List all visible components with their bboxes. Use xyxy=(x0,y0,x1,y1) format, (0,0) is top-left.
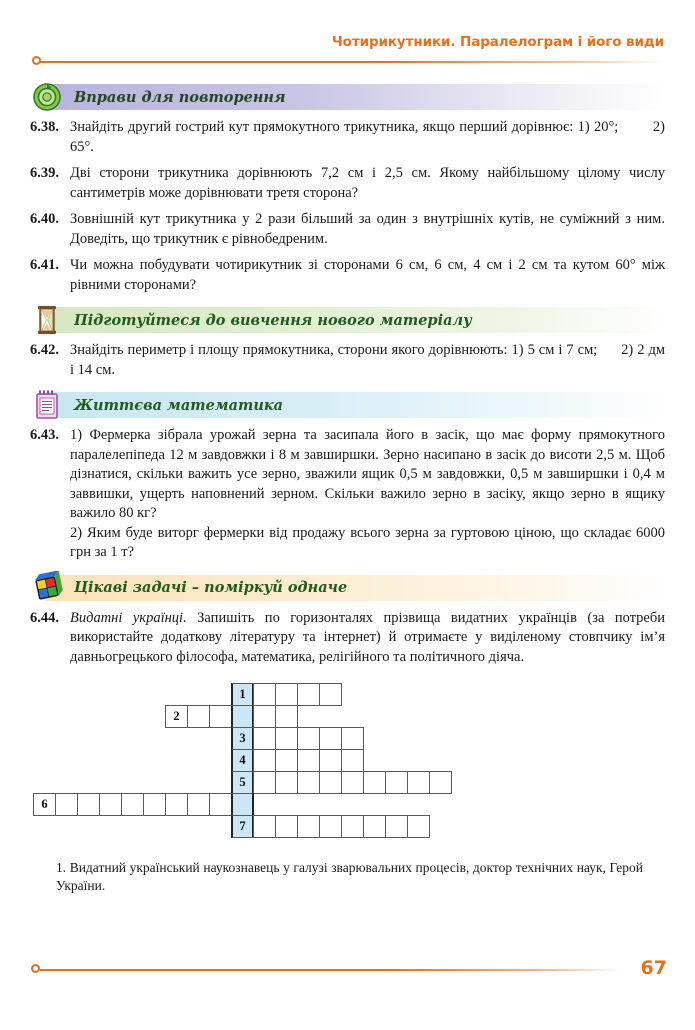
exercise-text xyxy=(70,609,665,668)
exercise-6-43 xyxy=(28,426,667,563)
exercise-text xyxy=(70,164,665,203)
crossword-cell[interactable] xyxy=(165,793,188,816)
crossword-row xyxy=(33,793,254,816)
crossword-cell-highlighted[interactable]: 3 xyxy=(231,727,254,750)
rubiks-cube-icon xyxy=(30,571,64,605)
crossword-cell[interactable] xyxy=(341,815,364,838)
crossword-cell[interactable] xyxy=(319,749,342,772)
crossword-cell[interactable] xyxy=(385,815,408,838)
exercise-text xyxy=(70,426,665,563)
section-title-interesting: Цікаві задачі – поміркуй одначе xyxy=(74,579,348,596)
crossword-cell[interactable] xyxy=(363,771,386,794)
exercise-number: 6.38. xyxy=(30,119,59,135)
section-banner-prepare xyxy=(28,305,667,335)
exercise-number: 6.40. xyxy=(30,211,59,227)
crossword-cell[interactable] xyxy=(297,815,320,838)
crossword-cell[interactable] xyxy=(99,793,122,816)
page-number: 67 xyxy=(640,957,667,979)
exercise-6-44 xyxy=(28,609,667,668)
crossword-cell[interactable] xyxy=(253,683,276,706)
crossword-cell[interactable] xyxy=(341,771,364,794)
crossword-cell[interactable] xyxy=(121,793,144,816)
crossword-cell[interactable] xyxy=(187,705,210,728)
crossword-cell[interactable] xyxy=(253,815,276,838)
crossword-cell[interactable] xyxy=(275,749,298,772)
exercise-line: Дві сторони трикутника дорівнюють 7,2 см і 2,5 см. Якому найбільшому цілому числу сантиметрів може дорівнювати третя сторона? xyxy=(70,165,665,201)
running-head: Чотирикутники. Паралелограм і його види xyxy=(331,34,664,50)
crossword-cell[interactable] xyxy=(407,815,430,838)
crossword-cell-highlighted[interactable]: 1 xyxy=(231,683,254,706)
section-banner-review xyxy=(28,82,667,112)
footer-rule-line xyxy=(40,969,621,971)
crossword-cell-highlighted[interactable] xyxy=(231,793,254,816)
exercise-text xyxy=(70,118,665,157)
crossword-cell[interactable] xyxy=(297,727,320,750)
exercise-number: 6.39. xyxy=(30,165,59,181)
exercise-line: Знайдіть периметр і площу прямокутника, сторони якого дорівнюють: 1) 5 см і 7 см; 2) 2 дм і 14 см. xyxy=(70,342,665,378)
crossword-cell[interactable] xyxy=(143,793,166,816)
crossword-cell[interactable] xyxy=(253,749,276,772)
exercise-number: 6.44. xyxy=(30,609,59,626)
crossword-row xyxy=(231,771,452,794)
crossword-row xyxy=(231,683,342,706)
hourglass-icon xyxy=(30,303,64,337)
section-banner-interesting xyxy=(28,573,667,603)
exercise-line: Чи можна побудувати чотирикутник зі сторонами 6 см, 6 см, 4 см і 2 см та кутом 60° між рівними сторонами? xyxy=(70,257,665,293)
crossword-cell[interactable] xyxy=(253,771,276,794)
crossword-cell[interactable] xyxy=(253,705,276,728)
crossword-cell[interactable] xyxy=(429,771,452,794)
crossword-cell[interactable] xyxy=(385,771,408,794)
section-title-life-math: Життєва математика xyxy=(74,396,284,414)
crossword-cell[interactable] xyxy=(297,771,320,794)
crossword-cell[interactable] xyxy=(407,771,430,794)
crossword-cell[interactable]: 6 xyxy=(33,793,56,816)
exercise-line: Знайдіть другий гострий кут прямокутного трикутника, якщо перший дорівнює: 1) 20°; 2) 65°. xyxy=(70,119,665,155)
crossword-cell[interactable] xyxy=(319,815,342,838)
crossword-cell-highlighted[interactable]: 7 xyxy=(231,815,254,838)
crossword-cell[interactable] xyxy=(77,793,100,816)
crossword-cell[interactable] xyxy=(341,727,364,750)
section-title-prepare: Підготуйтеся до вивчення нового матеріалу xyxy=(74,311,472,329)
crossword-clue-1: 1. Видатний український наукознавець у галузі зварювальних процесів, доктор технічних наук, Герой України. xyxy=(56,860,643,893)
crossword-row xyxy=(231,727,364,750)
exercise-6-38 xyxy=(28,118,667,157)
exercise-6-42 xyxy=(28,341,667,380)
crossword-cell[interactable] xyxy=(297,683,320,706)
crossword-cell[interactable] xyxy=(363,815,386,838)
exercise-number: 6.42. xyxy=(30,342,59,358)
crossword-cell[interactable] xyxy=(319,683,342,706)
footer-rule-dot xyxy=(31,964,40,973)
header-rule-line xyxy=(40,61,667,63)
exercise-line xyxy=(70,609,665,668)
exercise-6-40 xyxy=(28,210,667,249)
notepad-icon xyxy=(30,388,64,422)
exercise-6-39 xyxy=(28,164,667,203)
exercise-line-rest: Запишіть по горизонталях прізвища видатних українців (за потреби використайте додаткову літературу та інтернет) й отримаєте у виділеному стовпчику ім’я давньогрецького філософа, математика, релігійного та політичного діяча. xyxy=(70,609,666,665)
exercise-text xyxy=(70,341,665,380)
crossword-cell[interactable] xyxy=(187,793,210,816)
crossword-cell[interactable]: 2 xyxy=(165,705,188,728)
crossword-cell[interactable] xyxy=(275,815,298,838)
crossword-cell[interactable] xyxy=(319,771,342,794)
section-title-review: Вправи для повторення xyxy=(74,88,286,106)
crossword-cell[interactable] xyxy=(275,771,298,794)
crossword-cell[interactable] xyxy=(55,793,78,816)
exercise-text xyxy=(70,256,665,295)
crossword-cell[interactable] xyxy=(297,749,320,772)
exercise-line: 1) Фермерка зібрала урожай зерна та засипала його в засік, що має форму прямокутного паралелепіпеда 12 м завдовжки і 8 м завширшки. Зерно насипано в засік до висоти 2,5 м. Щоб дізнатися, скільки важить усе зерно, зважили ящик 0,5 м завдовжки, 0,5 м завширшки і 0,4 м заввишки, ущерть наповнений зерном. Скільки важило зерно в засіку, якщо зерно в ящику важило 80 кг? xyxy=(70,427,665,521)
exercise-italic-lead: Видатні українці. xyxy=(70,609,187,626)
crossword-cell[interactable] xyxy=(209,793,232,816)
section-banner-life-math xyxy=(28,390,667,420)
crossword-row xyxy=(231,815,430,838)
crossword-cell[interactable] xyxy=(275,683,298,706)
exercise-number: 6.41. xyxy=(30,257,59,273)
crossword-cell[interactable] xyxy=(341,749,364,772)
crossword-row xyxy=(231,749,364,772)
crossword-cell[interactable] xyxy=(275,705,298,728)
crossword-row xyxy=(165,705,298,728)
exercise-line: Зовнішній кут трикутника у 2 рази більший за один з внутрішніх кутів, не суміжний з ним. Доведіть, що трикутник є рівнобедреним. xyxy=(70,211,665,247)
exercise-6-41 xyxy=(28,256,667,295)
exercise-line: 2) Яким буде виторг фермерки від продажу всього зерна за гуртовою ціною, що складає 6000 грн за 1 т? xyxy=(70,524,665,560)
recycle-circle-icon xyxy=(30,80,64,114)
crossword-cell[interactable] xyxy=(209,705,232,728)
crossword-cell[interactable] xyxy=(253,727,276,750)
exercise-number: 6.43. xyxy=(30,427,59,443)
crossword-cell-highlighted[interactable] xyxy=(231,705,254,728)
exercise-text xyxy=(70,210,665,249)
crossword-grid[interactable] xyxy=(28,683,667,849)
crossword-cell[interactable] xyxy=(319,727,342,750)
header-rule xyxy=(28,54,667,72)
page-footer xyxy=(28,957,667,982)
crossword-cell[interactable] xyxy=(275,727,298,750)
crossword-cell-highlighted[interactable]: 5 xyxy=(231,771,254,794)
crossword-cell-highlighted[interactable]: 4 xyxy=(231,749,254,772)
